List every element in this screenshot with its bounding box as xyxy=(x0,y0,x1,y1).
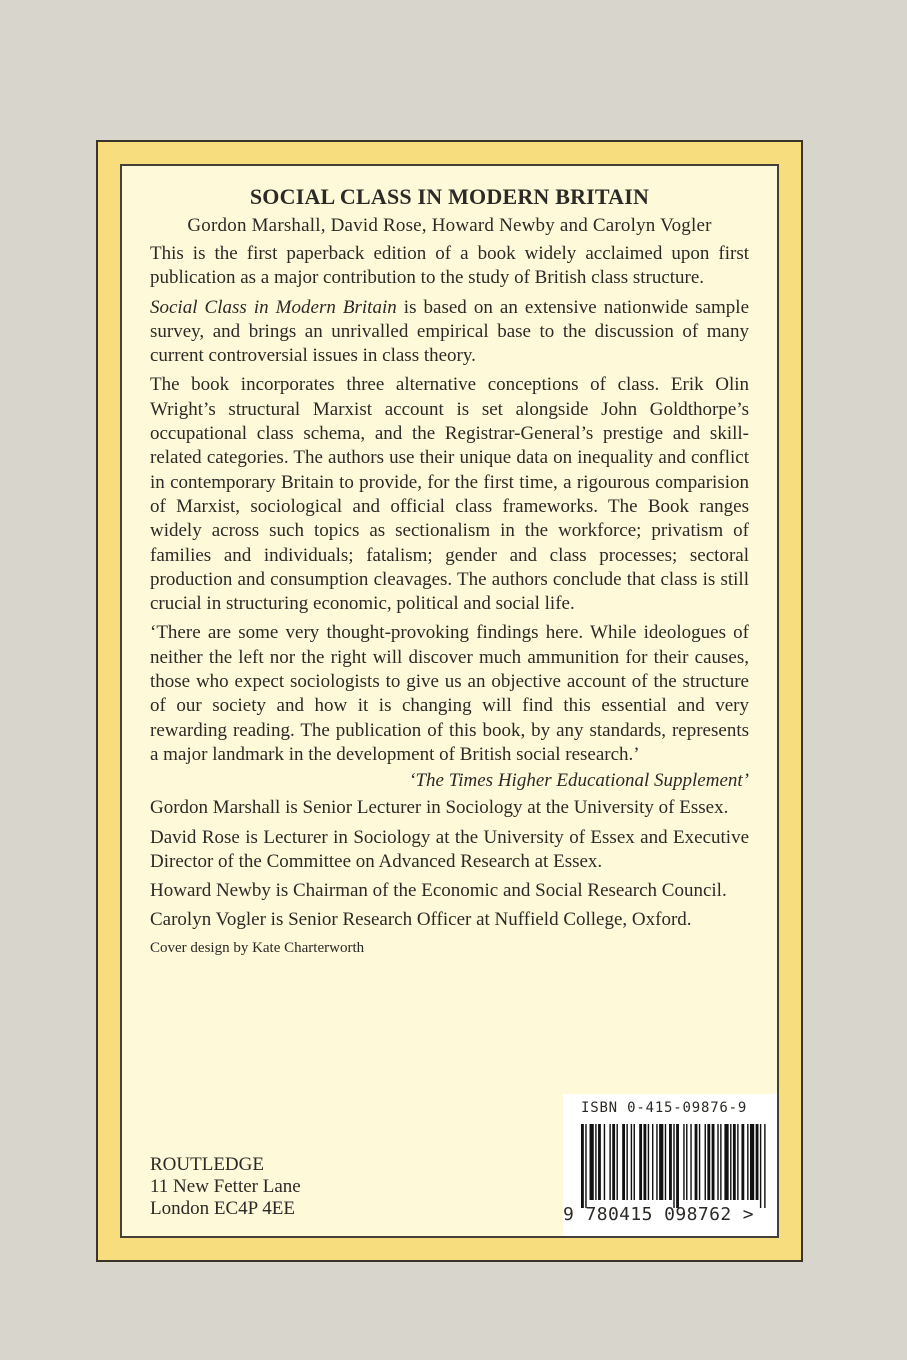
barcode-bar xyxy=(612,1124,615,1200)
barcode-bar xyxy=(690,1124,691,1200)
barcode-bar xyxy=(648,1124,649,1200)
barcode-bar xyxy=(705,1124,706,1200)
barcode-box xyxy=(563,1094,777,1236)
isbn-label: ISBN 0-415-09876-9 xyxy=(581,1100,748,1116)
barcode-bar xyxy=(730,1124,731,1200)
cover-design-credit: Cover design by Kate Charterworth xyxy=(150,939,365,956)
cover-inner-panel xyxy=(120,164,779,1238)
barcode-bar xyxy=(585,1124,586,1208)
barcode-bar xyxy=(695,1124,698,1200)
book-title: SOCIAL CLASS IN MODERN BRITAIN xyxy=(249,184,650,209)
author-bio: Gordon Marshall is Senior Lecturer in Sociology at the University of Essex. xyxy=(150,797,729,819)
barcode-bar xyxy=(617,1124,618,1200)
barcode-bar xyxy=(656,1124,657,1200)
barcode-bar xyxy=(699,1124,700,1200)
barcode-bar xyxy=(707,1124,710,1200)
book-authors: Gordon Marshall, David Rose, Howard Newby and Carolyn Vogler xyxy=(187,215,712,236)
barcode-bar xyxy=(720,1124,721,1200)
barcode-bar xyxy=(595,1124,596,1200)
barcode-bars xyxy=(581,1124,767,1208)
barcode-bar xyxy=(747,1124,748,1200)
publisher-address-line2: London EC4P 4EE xyxy=(150,1198,295,1219)
italic-book-title: Social Class in Modern Britain xyxy=(150,296,397,318)
barcode-bar xyxy=(659,1124,663,1200)
blurb-paragraph-1: This is the first paperback edition of a book widely acclaimed upon first publication as a major contribution to the study of British class structure. xyxy=(150,243,749,289)
barcode-bar xyxy=(652,1124,653,1200)
blurb-content xyxy=(150,184,749,958)
ean-number: 9 780415 098762 > xyxy=(563,1204,755,1225)
blurb-paragraph-3: The book incorporates three alternative conceptions of class. Erik Olin Wright’s structural Marxist account is set alongside John Goldthorpe’s occupational class schema, and the Registrar-General’s prestige and skill-related categories. The authors use their unique data on inequality and conflict in contemporary Britain to provide, for the first time, a rigourous comparision of Marxist, sociological and official class frameworks. The Book ranges widely across such topics as sectionalism in the workforce; privatism of families and individuals; fatalism; gender and class processes; sectoral production and consumption cleavages. The authors conclude that class is still crucial in structuring economic, political and social life. xyxy=(150,374,749,615)
quote-source: ‘The Times Higher Educational Supplement’ xyxy=(409,770,749,792)
barcode-bar xyxy=(764,1124,765,1208)
barcode-bar xyxy=(639,1124,642,1200)
barcode-bar xyxy=(643,1124,646,1200)
book-back-cover xyxy=(96,140,803,1262)
review-quote: ‘There are some very thought-provoking findings here. While ideologues of neither the left nor the right will discover much ammunition for their causes, those who expect sociologists to give us an objective account of the structure of our society and how it is changing will find this essential and very rewarding reading. The publication of this book, by any standards, represents a major landmark in the development of British social research.’ xyxy=(150,622,749,765)
barcode-bar xyxy=(590,1124,594,1200)
barcode-bar xyxy=(724,1124,728,1200)
barcode-bar xyxy=(712,1124,715,1200)
barcode-bar xyxy=(626,1124,627,1200)
author-bio: Howard Newby is Chairman of the Economic and Social Research Council. xyxy=(150,880,727,902)
barcode-bar xyxy=(669,1124,672,1200)
author-bio: David Rose is Lecturer in Sociology at the University of Essex and Executive Director of the Committee on Advanced Research at Essex. xyxy=(150,826,749,872)
publisher-block xyxy=(150,1154,301,1220)
barcode-bar xyxy=(631,1124,632,1200)
barcode-bar xyxy=(622,1124,625,1200)
barcode-bar xyxy=(581,1124,584,1208)
barcode-bar xyxy=(676,1124,679,1208)
barcode-bar xyxy=(604,1124,605,1200)
author-bio: Carolyn Vogler is Senior Research Officer at Nuffield College, Oxford. xyxy=(150,909,692,931)
barcode-bar xyxy=(717,1124,718,1200)
barcode-bar xyxy=(665,1124,666,1200)
barcode-bar xyxy=(598,1124,601,1200)
blurb-paragraph-2-text: is based on an extensive nationwide sample survey, and brings an unrivalled empirical base to the discussion of many current controversial issues in class theory. xyxy=(150,296,750,367)
barcode-bar xyxy=(609,1124,610,1200)
barcode-bar xyxy=(750,1124,754,1200)
publisher-address-line1: 11 New Fetter Lane xyxy=(150,1176,301,1197)
barcode-bar xyxy=(737,1124,738,1200)
barcode-bar xyxy=(756,1124,759,1200)
barcode-bar xyxy=(686,1124,687,1200)
barcode-bar xyxy=(733,1124,736,1200)
barcode-bar xyxy=(634,1124,635,1200)
ean-digits xyxy=(563,1204,777,1225)
blurb-paragraph-2 xyxy=(150,296,749,369)
barcode-bar xyxy=(683,1124,684,1200)
barcode-bar xyxy=(673,1124,674,1208)
barcode-bar xyxy=(760,1124,761,1208)
barcode-bar xyxy=(741,1124,744,1200)
publisher-name: ROUTLEDGE xyxy=(150,1154,264,1175)
